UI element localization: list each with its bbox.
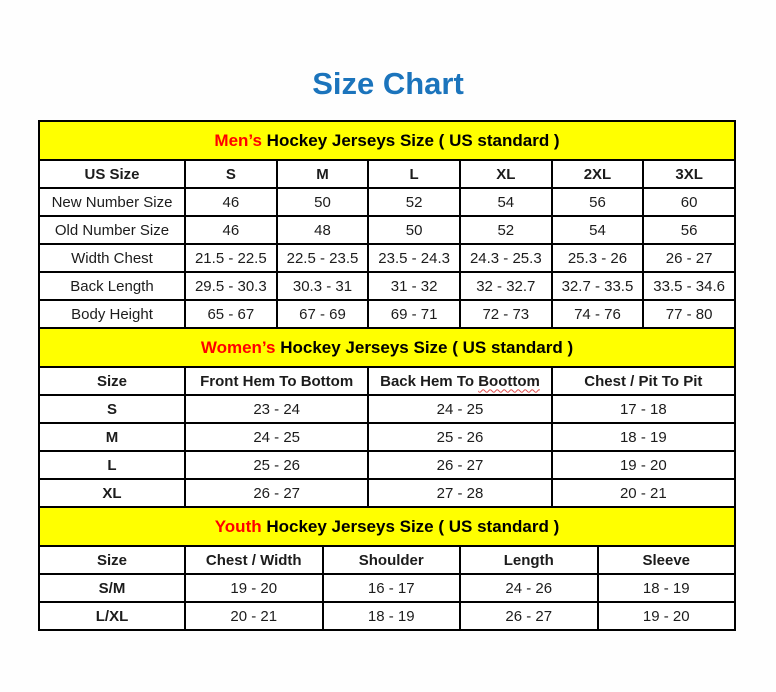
size-row	[39, 451, 735, 479]
size-value-cell: 18 - 19	[552, 423, 735, 451]
size-value-cell: 52	[368, 188, 460, 216]
youth-column-header-row	[39, 546, 735, 574]
size-value-cell: 69 - 71	[368, 300, 460, 328]
size-row	[39, 479, 735, 507]
mens-section-header	[39, 121, 735, 160]
size-value-cell: 16 - 17	[323, 574, 461, 602]
size-value-cell: 33.5 - 34.6	[643, 272, 735, 300]
size-value-cell: 20 - 21	[185, 602, 323, 630]
size-value-cell: 25.3 - 26	[552, 244, 644, 272]
size-value-cell: 54	[552, 216, 644, 244]
column-header-cell: Size	[39, 546, 185, 574]
mens-column-header-row	[39, 160, 735, 188]
size-value-cell: 30.3 - 31	[277, 272, 369, 300]
section-header-accent: Youth	[214, 516, 262, 536]
mens-section-band-row	[39, 121, 735, 160]
youth-section-header	[39, 507, 735, 546]
size-value-cell: 23 - 24	[185, 395, 368, 423]
row-label-cell: Back Length	[39, 272, 185, 300]
size-value-cell: 65 - 67	[185, 300, 277, 328]
size-value-cell: 18 - 19	[598, 574, 736, 602]
size-row	[39, 272, 735, 300]
size-value-cell: 31 - 32	[368, 272, 460, 300]
size-row	[39, 602, 735, 630]
row-label-cell: L/XL	[39, 602, 185, 630]
size-value-cell: 29.5 - 30.3	[185, 272, 277, 300]
size-value-cell: 67 - 69	[277, 300, 369, 328]
row-label-cell: M	[39, 423, 185, 451]
column-header-cell	[368, 367, 551, 395]
size-value-cell: 26 - 27	[643, 244, 735, 272]
column-header-cell: Front Hem To Bottom	[185, 367, 368, 395]
size-value-cell: 32 - 32.7	[460, 272, 552, 300]
size-value-cell: 21.5 - 22.5	[185, 244, 277, 272]
size-row	[39, 574, 735, 602]
size-row	[39, 188, 735, 216]
row-label-cell: Old Number Size	[39, 216, 185, 244]
size-value-cell: 20 - 21	[552, 479, 735, 507]
section-header-text: Hockey Jerseys Size ( US standard )	[261, 516, 560, 536]
size-row	[39, 395, 735, 423]
womens-section-band-row	[39, 328, 735, 367]
column-header-cell: 3XL	[643, 160, 735, 188]
row-label-cell: XL	[39, 479, 185, 507]
size-value-cell: 25 - 26	[185, 451, 368, 479]
size-row	[39, 300, 735, 328]
size-value-cell: 24.3 - 25.3	[460, 244, 552, 272]
size-value-cell: 23.5 - 24.3	[368, 244, 460, 272]
column-header-cell: S	[185, 160, 277, 188]
row-label-cell: L	[39, 451, 185, 479]
section-header-text: Hockey Jerseys Size ( US standard )	[261, 130, 560, 150]
size-value-cell: 26 - 27	[460, 602, 598, 630]
row-label-cell: Body Height	[39, 300, 185, 328]
column-header-text: Back Hem To	[380, 372, 479, 390]
column-header-cell: Size	[39, 367, 185, 395]
size-row	[39, 244, 735, 272]
size-value-cell: 56	[643, 216, 735, 244]
section-header-accent: Women’s	[200, 337, 276, 357]
womens-size-table	[38, 327, 736, 508]
womens-section-header	[39, 328, 735, 367]
size-value-cell: 56	[552, 188, 644, 216]
size-chart	[38, 120, 736, 631]
youth-section-band-row	[39, 507, 735, 546]
size-value-cell: 18 - 19	[323, 602, 461, 630]
size-value-cell: 27 - 28	[368, 479, 551, 507]
column-header-cell: L	[368, 160, 460, 188]
size-value-cell: 46	[185, 216, 277, 244]
size-value-cell: 24 - 25	[185, 423, 368, 451]
size-value-cell: 46	[185, 188, 277, 216]
column-header-cell: Sleeve	[598, 546, 736, 574]
row-label-cell: S	[39, 395, 185, 423]
column-header-cell: Chest / Pit To Pit	[552, 367, 735, 395]
section-header-text: Hockey Jerseys Size ( US standard )	[275, 337, 574, 357]
column-header-cell: US Size	[39, 160, 185, 188]
misspelled-word: Boottom	[478, 372, 540, 390]
size-value-cell: 60	[643, 188, 735, 216]
size-value-cell: 72 - 73	[460, 300, 552, 328]
womens-column-header-row	[39, 367, 735, 395]
mens-size-table	[38, 120, 736, 329]
size-value-cell: 26 - 27	[368, 451, 551, 479]
size-value-cell: 22.5 - 23.5	[277, 244, 369, 272]
column-header-cell: Length	[460, 546, 598, 574]
size-value-cell: 48	[277, 216, 369, 244]
size-value-cell: 54	[460, 188, 552, 216]
column-header-cell: M	[277, 160, 369, 188]
row-label-cell: New Number Size	[39, 188, 185, 216]
size-value-cell: 19 - 20	[185, 574, 323, 602]
size-row	[39, 216, 735, 244]
youth-size-table	[38, 506, 736, 631]
page-title: Size Chart	[312, 66, 464, 101]
size-value-cell: 24 - 26	[460, 574, 598, 602]
size-value-cell: 77 - 80	[643, 300, 735, 328]
size-value-cell: 24 - 25	[368, 395, 551, 423]
size-value-cell: 74 - 76	[552, 300, 644, 328]
row-label-cell: Width Chest	[39, 244, 185, 272]
size-value-cell: 26 - 27	[185, 479, 368, 507]
size-value-cell: 52	[460, 216, 552, 244]
row-label-cell: S/M	[39, 574, 185, 602]
column-header-cell: 2XL	[552, 160, 644, 188]
column-header-cell: Shoulder	[323, 546, 461, 574]
column-header-cell: XL	[460, 160, 552, 188]
section-header-accent: Men’s	[214, 130, 262, 150]
size-value-cell: 50	[368, 216, 460, 244]
size-value-cell: 19 - 20	[598, 602, 736, 630]
column-header-cell: Chest / Width	[185, 546, 323, 574]
size-value-cell: 32.7 - 33.5	[552, 272, 644, 300]
size-value-cell: 50	[277, 188, 369, 216]
size-value-cell: 17 - 18	[552, 395, 735, 423]
size-value-cell: 19 - 20	[552, 451, 735, 479]
size-row	[39, 423, 735, 451]
size-value-cell: 25 - 26	[368, 423, 551, 451]
